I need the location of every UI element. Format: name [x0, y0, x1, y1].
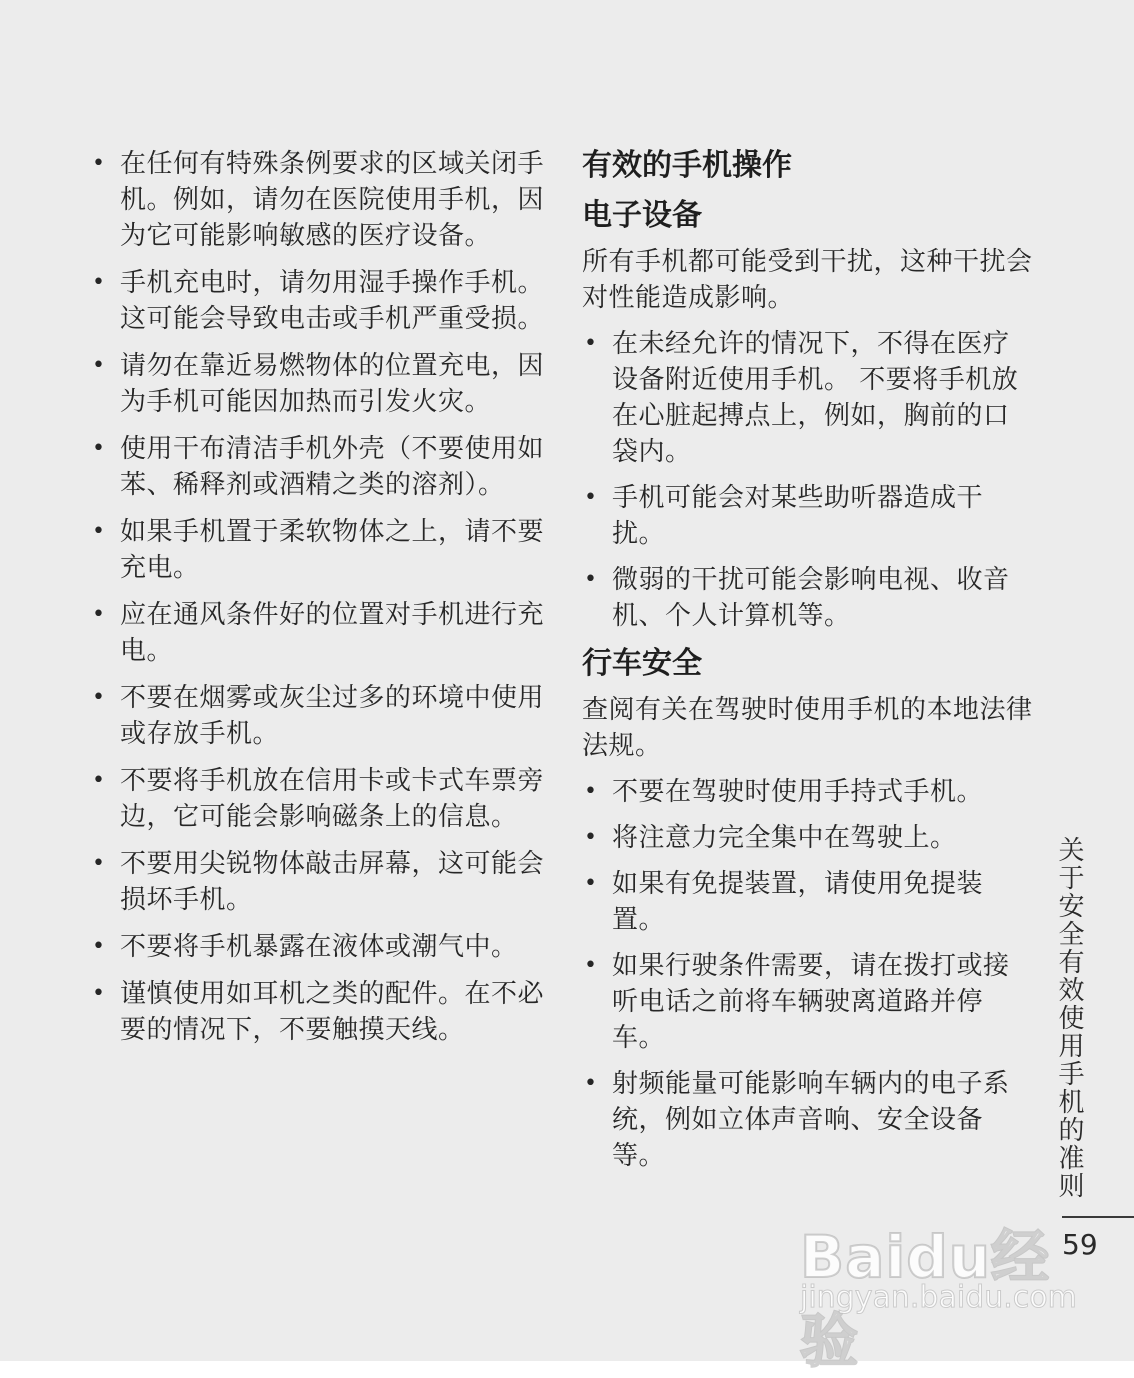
list-item — [90, 763, 545, 835]
bullet-icon: • — [584, 485, 598, 510]
watermark-logo: Baidu经验 — [800, 1223, 1051, 1375]
list-item — [90, 929, 545, 965]
list-item-text: 使用干布清洁手机外壳（不要使用如苯、稀释剂或酒精之类的溶剂）。 — [120, 434, 545, 500]
bullet-icon: • — [92, 436, 106, 461]
bullet-icon: • — [92, 602, 106, 627]
electronics-heading: 电子设备 — [582, 198, 702, 233]
list-item-text: 如果行驶条件需要，请在拨打或接听电话之前将车辆驶离道路并停车。 — [612, 951, 1010, 1053]
bullet-icon: • — [92, 934, 106, 959]
list-item — [582, 774, 1034, 810]
page-number-rule — [1062, 1216, 1134, 1218]
list-item — [90, 514, 545, 586]
list-item-text: 将注意力完全集中在驾驶上。 — [612, 823, 957, 853]
list-item — [582, 480, 1034, 552]
list-item — [582, 1066, 1034, 1174]
watermark-url: jingyan.baidu.com — [800, 1280, 1077, 1315]
driving-bullet-list — [582, 774, 1034, 1174]
bullet-icon: • — [584, 825, 598, 850]
list-item — [90, 597, 545, 669]
bullet-icon: • — [92, 851, 106, 876]
list-item-text: 如果手机置于柔软物体之上，请不要充电。 — [120, 517, 545, 583]
bullet-icon: • — [92, 270, 106, 295]
list-item-text: 手机充电时，请勿用湿手操作手机。这可能会导致电击或手机严重受损。 — [120, 268, 545, 334]
left-column — [90, 146, 545, 1059]
bullet-icon: • — [584, 567, 598, 592]
electronics-intro: 所有手机都可能受到干扰，这种干扰会对性能造成影响。 — [582, 247, 1033, 313]
list-item — [90, 680, 545, 752]
list-item — [582, 948, 1034, 1056]
list-item-text: 不要将手机放在信用卡或卡式车票旁边，它可能会影响磁条上的信息。 — [120, 766, 545, 832]
driving-heading: 行车安全 — [582, 646, 702, 681]
list-item-text: 手机可能会对某些助听器造成干扰。 — [612, 483, 984, 549]
list-item-text: 不要将手机暴露在液体或潮气中。 — [120, 932, 518, 962]
right-column — [582, 146, 1034, 1184]
list-item-text: 不要在烟雾或灰尘过多的环境中使用或存放手机。 — [120, 683, 545, 749]
list-item-text: 如果有免提装置，请使用免提装置。 — [612, 869, 984, 935]
bullet-icon: • — [92, 353, 106, 378]
bullet-icon: • — [92, 519, 106, 544]
bullet-icon: • — [584, 1071, 598, 1096]
list-item — [582, 562, 1034, 634]
bullet-icon: • — [92, 685, 106, 710]
list-item-text: 在任何有特殊条例要求的区域关闭手机。例如，请勿在医院使用手机，因为它可能影响敏感的医疗设备。 — [120, 149, 545, 251]
list-item-text: 不要在驾驶时使用手持式手机。 — [612, 777, 984, 807]
list-item — [90, 146, 545, 254]
chapter-side-title: 关于安全有效使用手机的准则 — [1054, 836, 1084, 1200]
list-item-text: 请勿在靠近易燃物体的位置充电，因为手机可能因加热而引发火灾。 — [120, 351, 545, 417]
page-number: 59 — [1062, 1228, 1098, 1261]
list-item — [90, 348, 545, 420]
bullet-icon: • — [584, 953, 598, 978]
list-item — [90, 976, 545, 1048]
bullet-icon: • — [92, 981, 106, 1006]
bullet-icon: • — [92, 768, 106, 793]
bullet-icon: • — [584, 779, 598, 804]
left-bullet-list — [90, 146, 545, 1048]
driving-intro: 查阅有关在驾驶时使用手机的本地法律法规。 — [582, 695, 1033, 761]
bullet-icon: • — [584, 331, 598, 356]
list-item — [582, 326, 1034, 470]
bullet-icon: • — [92, 151, 106, 176]
list-item — [90, 265, 545, 337]
list-item-text: 谨慎使用如耳机之类的配件。在不必要的情况下，不要触摸天线。 — [120, 979, 545, 1045]
list-item — [90, 431, 545, 503]
list-item-text: 微弱的干扰可能会影响电视、收音机、个人计算机等。 — [612, 565, 1010, 631]
list-item-text: 应在通风条件好的位置对手机进行充电。 — [120, 600, 545, 666]
list-item — [90, 846, 545, 918]
list-item-text: 射频能量可能影响车辆内的电子系统，例如立体声音响、安全设备等。 — [612, 1069, 1010, 1171]
list-item-text: 在未经允许的情况下，不得在医疗设备附近使用手机。 不要将手机放在心脏起搏点上，例如，胸前的口袋内。 — [612, 329, 1019, 467]
bullet-icon: • — [584, 871, 598, 896]
list-item — [582, 820, 1034, 856]
list-item — [582, 866, 1034, 938]
electronics-bullet-list — [582, 326, 1034, 634]
section-title: 有效的手机操作 — [582, 148, 792, 183]
list-item-text: 不要用尖锐物体敲击屏幕，这可能会损坏手机。 — [120, 849, 545, 915]
